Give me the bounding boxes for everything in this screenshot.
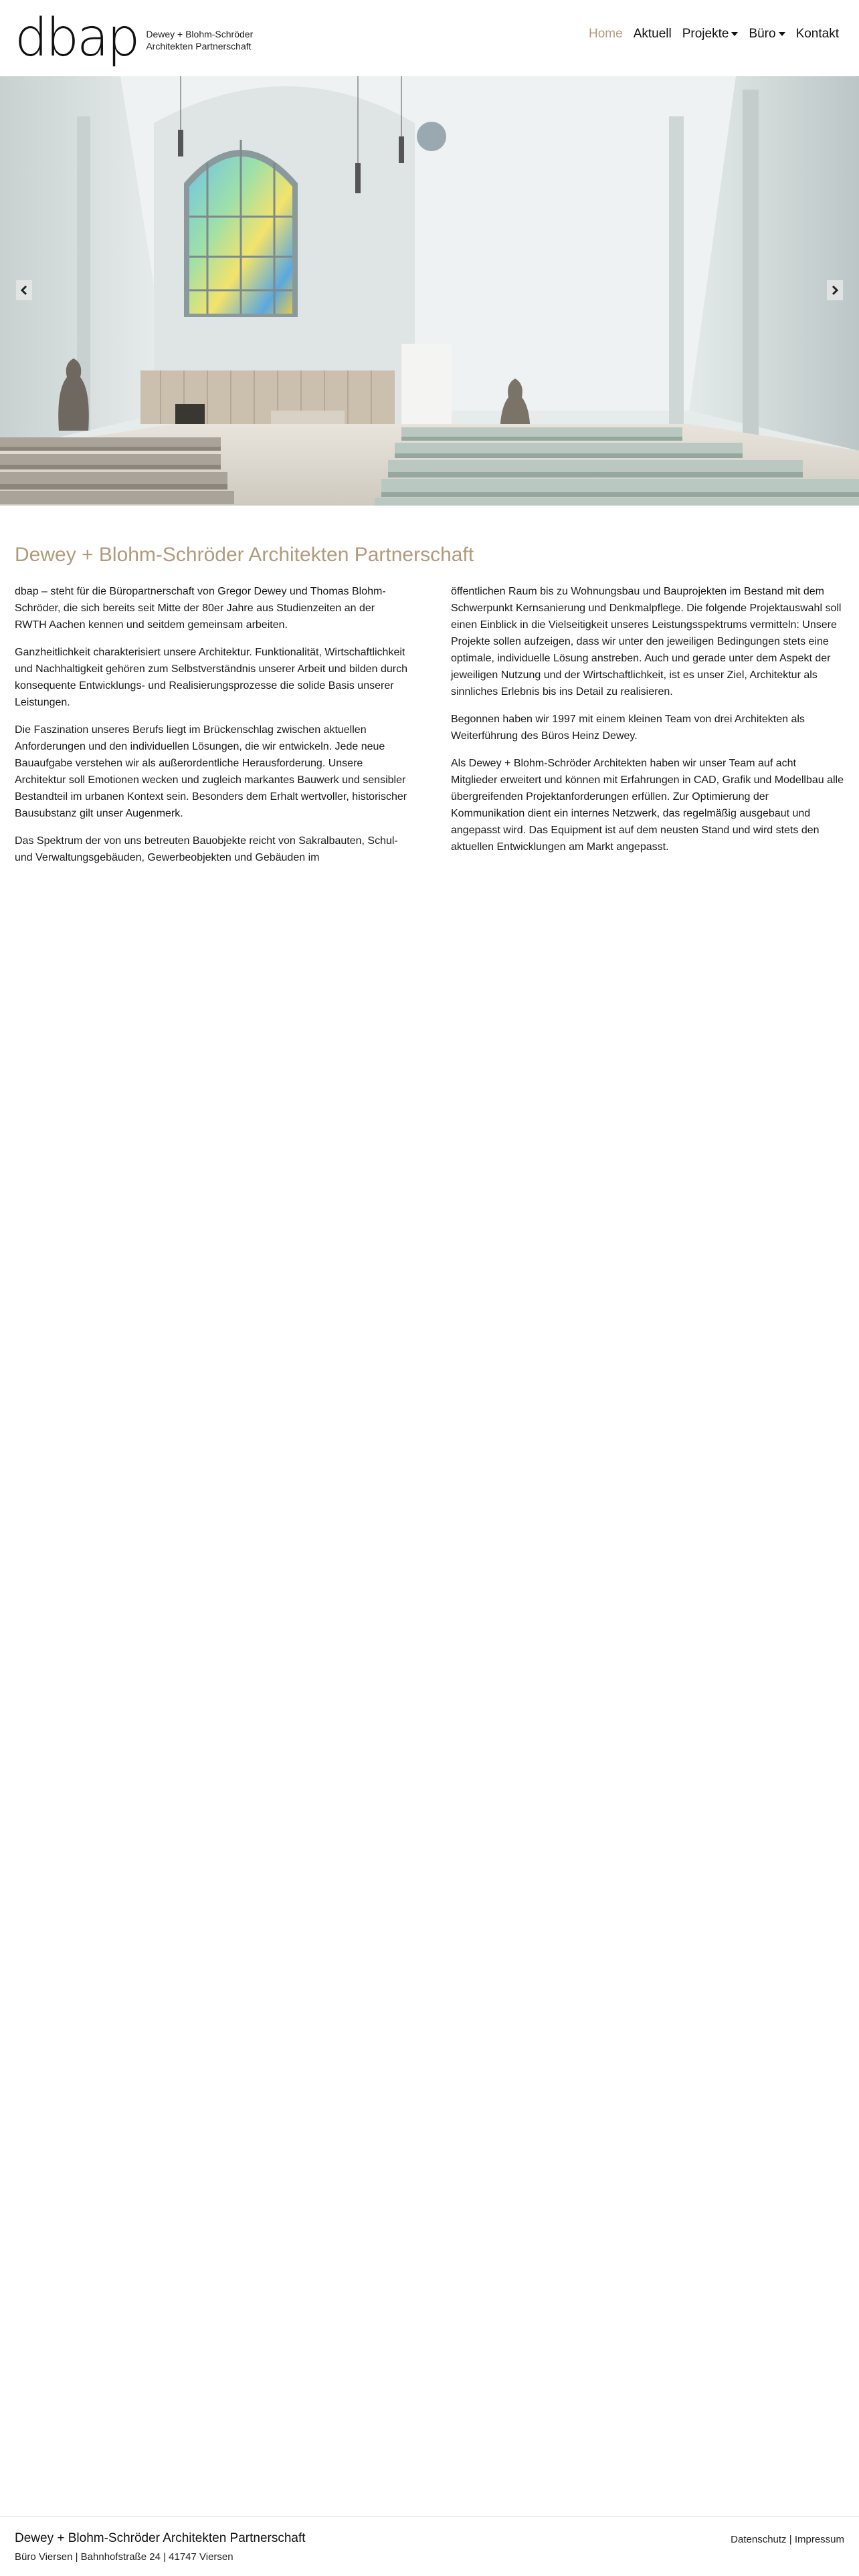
chevron-left-icon	[20, 285, 28, 296]
carousel-prev-button[interactable]	[16, 280, 32, 300]
carousel-next-button[interactable]	[827, 280, 843, 300]
paragraph: dbap – steht für die Büropartnerschaft von Gregor Dewey und Thomas Blohm-Schröder, die sich bereits seit Mitte der 80er Jahre aus Studienzeiten an der RWTH Aachen kennen und seitdem gemeinsam arbeiten.	[15, 586, 386, 631]
text-columns	[15, 583, 844, 877]
nav-item-buero[interactable]	[743, 27, 790, 41]
logo-mark: dbap	[15, 8, 138, 68]
nav-item-aktuell-label: Aktuell	[633, 27, 672, 41]
nav-item-aktuell[interactable]	[628, 27, 677, 41]
nav-item-buero-label: Büro	[749, 27, 776, 41]
hero-carousel	[0, 76, 859, 506]
privacy-link[interactable]: Datenschutz	[731, 2534, 787, 2545]
caret-down-icon	[779, 32, 785, 36]
text-column-right	[451, 583, 844, 877]
paragraph: Als Dewey + Blohm-Schröder Architekten haben wir unser Team auf acht Mitglieder erweitert und können mit Erfahrungen in CAD, Grafik und Modellbau alle übergreifenden Projektanforderungen erfüllen. Zur Optimierung der Kommunikation dient ein internes Netzwerk, das regelmäßig ausgebaut und angepasst wird. Das Equipment ist auf dem neusten Stand und wird stets den aktuellen Entwicklungen am Markt angepasst.	[451, 758, 844, 853]
main-content	[15, 506, 844, 877]
chevron-right-icon	[831, 285, 839, 296]
site-footer	[0, 2516, 859, 2576]
paragraph: Begonnen haben wir 1997 mit einem kleinen Team von drei Architekten als Weiterführung des Büros Heinz Dewey.	[451, 714, 805, 742]
footer-links	[731, 2534, 844, 2545]
caret-down-icon	[731, 32, 738, 36]
logo-tagline-line2: Architekten Partnerschaft	[146, 41, 252, 51]
footer-title: Dewey + Blohm-Schröder Architekten Partnerschaft	[15, 2531, 306, 2545]
text-column-left	[15, 583, 408, 877]
footer-address: Büro Viersen | Bahnhofstraße 24 | 41747 Viersen	[15, 2551, 233, 2563]
site-header	[0, 0, 859, 76]
logo-tagline	[146, 28, 253, 52]
nav-item-home-label: Home	[589, 27, 623, 41]
church-interior-image	[0, 76, 859, 506]
footer-link-separator: |	[789, 2534, 792, 2545]
paragraph: Ganzheitlichkeit charakterisiert unsere Architektur. Funktionalität, Wirtschaftlichkeit und Nachhaltigkeit gehören zum Selbstverständnis unserer Arbeit und bilden durch konsequente Entwicklungs- und Realisierungsprozesse die solide Basis unserer Leistungen.	[15, 647, 408, 708]
nav-item-home[interactable]	[583, 27, 628, 41]
imprint-link[interactable]: Impressum	[794, 2534, 844, 2545]
nav-item-kontakt-label: Kontakt	[795, 27, 839, 41]
nav-item-kontakt[interactable]	[791, 27, 844, 41]
logo-tagline-line1: Dewey + Blohm-Schröder	[146, 29, 254, 39]
page-title: Dewey + Blohm-Schröder Architekten Partnerschaft	[15, 544, 474, 566]
paragraph: Die Faszination unseres Berufs liegt im Brückenschlag zwischen aktuellen Anforderungen und den individuellen Lösungen, die wir entwickeln. Jede neue Bauaufgabe verstehen wir als außerordentliche Herausforderung. Unsere Architektur soll Emotionen wecken und zugleich markantes Bauwerk und sensibler Bestandteil im urbanen Kontext sein. Besonders dem Erhalt wertvoller, historischer Bausubstanz gilt unser Augenmerk.	[15, 724, 407, 819]
nav-item-projekte-label: Projekte	[682, 27, 729, 41]
nav-item-projekte[interactable]	[677, 27, 744, 41]
paragraph: öffentlichen Raum bis zu Wohnungsbau und Bauprojekten im Bestand mit dem Schwerpunkt Kernsanierung und Denkmalpflege. Die folgende Projektauswahl soll einen Einblick in die Vielseitigkeit unseres Leistungsspektrums vermitteln: Unsere Projekte sollen aufzeigen, dass wir unter den jeweiligen Bedingungen stets eine optimale, individuelle Lösung anstreben. Auch und gerade unter dem Aspekt der jeweiligen Nutzung und der Wirtschaftlichkeit, ist es unser Ziel, Architektur als sinnliches Erlebnis bis ins Detail zu realisieren.	[451, 586, 842, 697]
logo-link[interactable]	[15, 8, 253, 68]
paragraph: Das Spektrum der von uns betreuten Bauobjekte reicht von Sakralbauten, Schul- und Verwaltungsgebäuden, Gewerbeobjekten und Gebäuden im	[15, 835, 398, 863]
main-nav	[583, 27, 844, 41]
